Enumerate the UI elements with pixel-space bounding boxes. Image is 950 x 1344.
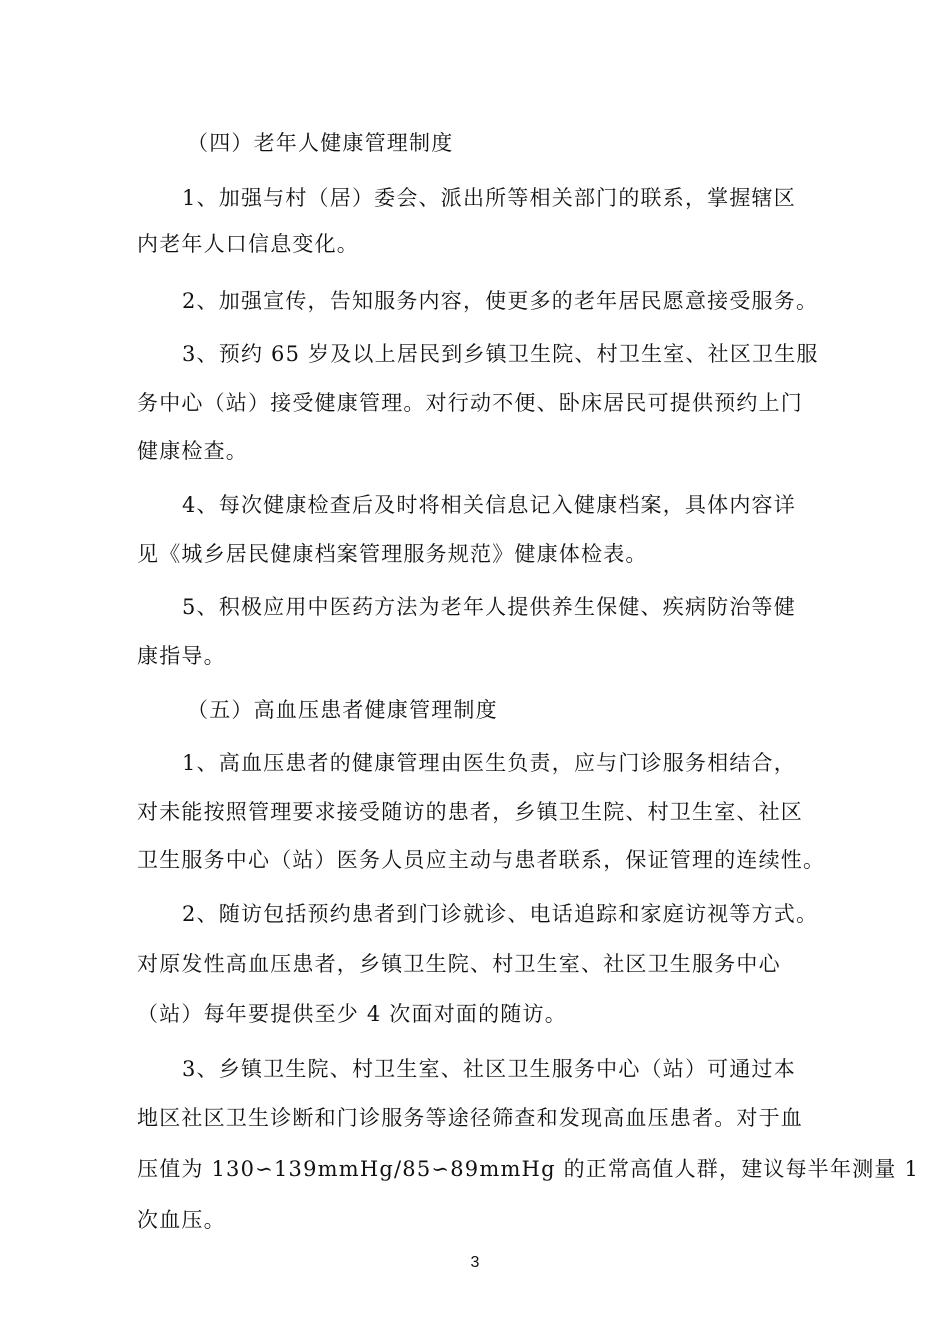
paragraph-line: 4、每次健康检查后及时将相关信息记入健康档案，具体内容详 bbox=[182, 493, 796, 517]
paragraph-line: （站）每年要提供至少 4 次面对面的随访。 bbox=[137, 1002, 567, 1026]
paragraph-line: 1、加强与村（居）委会、派出所等相关部门的联系，掌握辖区 bbox=[182, 186, 796, 210]
paragraph-line: 3、乡镇卫生院、村卫生室、社区卫生服务中心（站）可通过本 bbox=[182, 1057, 796, 1081]
paragraph-line: 次血压。 bbox=[137, 1208, 226, 1232]
paragraph-line: 见《城乡居民健康档案管理服务规范》健康体检表。 bbox=[137, 542, 648, 566]
paragraph-line: 1、高血压患者的健康管理由医生负责，应与门诊服务相结合， bbox=[182, 751, 796, 775]
paragraph-line: 务中心（站）接受健康管理。对行动不便、卧床居民可提供预约上门 bbox=[137, 391, 803, 415]
paragraph-line: 压值为 130∽139mmHg/85∽89mmHg 的正常高值人群，建议每半年测量 1 bbox=[137, 1157, 920, 1181]
paragraph-line: 5、积极应用中医药方法为老年人提供养生保健、疾病防治等健 bbox=[182, 595, 796, 619]
page-number: 3 bbox=[470, 1254, 480, 1271]
paragraph-line: 地区社区卫生诊断和门诊服务等途径筛查和发现高血压患者。对于血 bbox=[137, 1106, 803, 1130]
section-heading-4: （四）老年人健康管理制度 bbox=[187, 131, 454, 155]
section-heading-5: （五）高血压患者健康管理制度 bbox=[187, 698, 498, 722]
paragraph-line: 2、加强宣传，告知服务内容，使更多的老年居民愿意接受服务。 bbox=[182, 289, 819, 313]
paragraph-line: 对未能按照管理要求接受随访的患者，乡镇卫生院、村卫生室、社区 bbox=[137, 800, 803, 824]
paragraph-line: 3、预约 65 岁及以上居民到乡镇卫生院、村卫生室、社区卫生服 bbox=[182, 342, 819, 366]
paragraph-line: 康指导。 bbox=[137, 644, 226, 668]
paragraph-line: 内老年人口信息变化。 bbox=[137, 232, 359, 256]
paragraph-line: 2、随访包括预约患者到门诊就诊、电话追踪和家庭访视等方式。 bbox=[182, 902, 819, 926]
paragraph-line: 健康检查。 bbox=[137, 439, 248, 463]
paragraph-line: 对原发性高血压患者，乡镇卫生院、村卫生室、社区卫生服务中心 bbox=[137, 952, 781, 976]
paragraph-line: 卫生服务中心（站）医务人员应主动与患者联系，保证管理的连续性。 bbox=[137, 848, 826, 872]
